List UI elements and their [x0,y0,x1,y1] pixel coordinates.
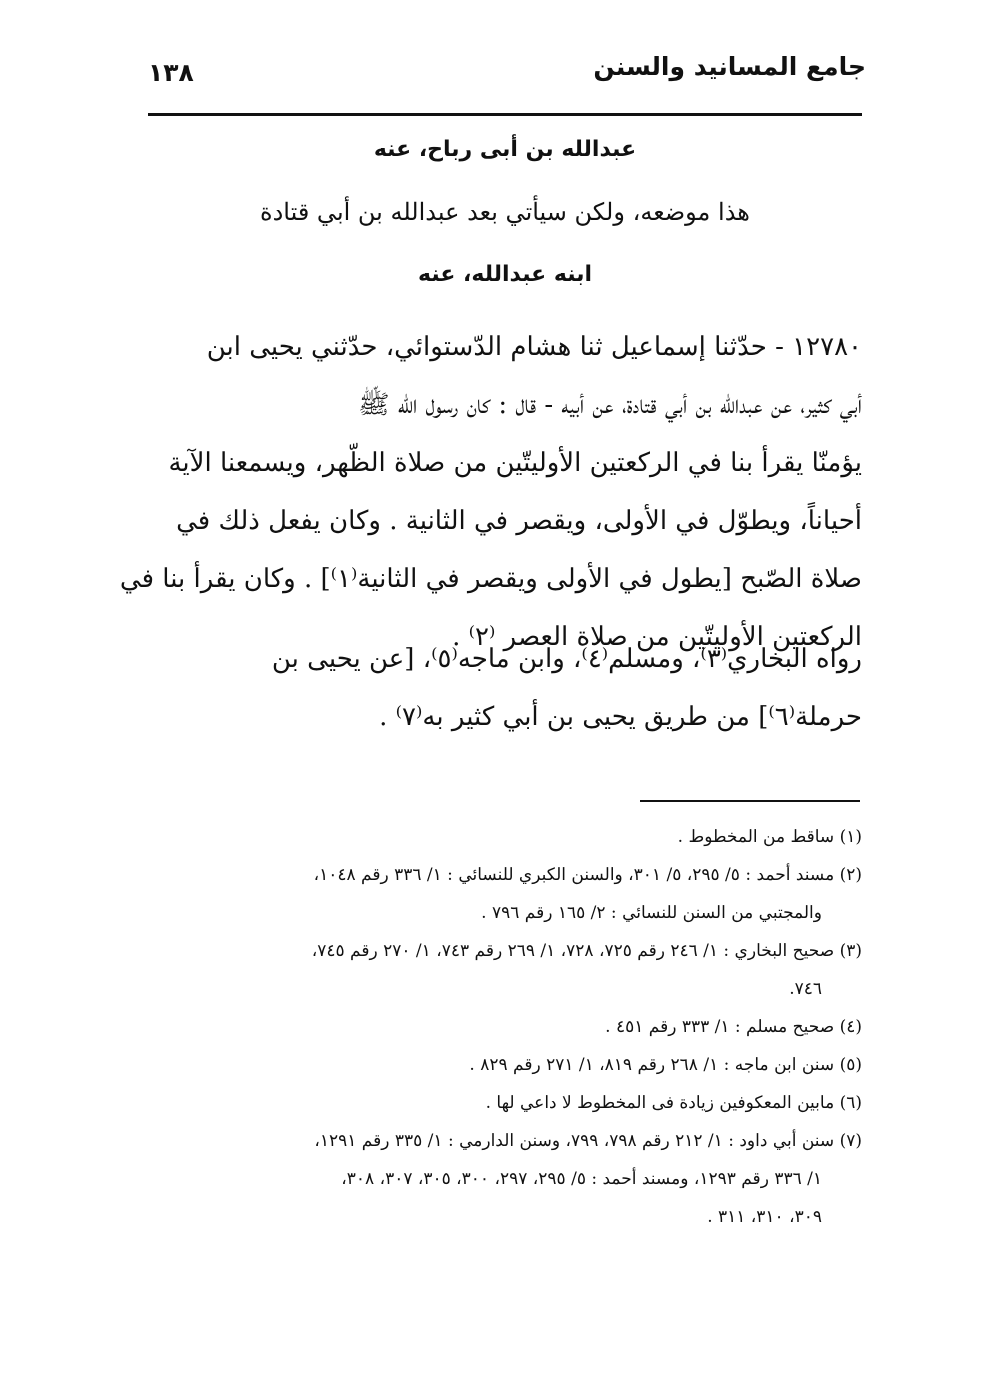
hadith-text [119,318,862,666]
section-note: هذا موضعه، ولكن سيأتي بعد عبدالله بن أبي قتادة [260,198,750,226]
footnote-7-cont: ١/ ٣٣٦ رقم ١٢٩٣، ومسند أحمد : ٥/ ٢٩٥، ٢٩٧، ٣٠٠، ٣٠٥، ٣٠٧، ٣٠٨، [341,1169,822,1189]
footnote-7-cont: ٣٠٩، ٣١٠، ٣١١ . [707,1207,822,1227]
footnote-7: (٧) سنن أبي داود : ١/ ٢١٢ رقم ٧٩٨، ٧٩٩، وسنن الدارمي : ١/ ٣٣٥ رقم ١٢٩١، [314,1131,862,1151]
footnote-3: (٣) صحيح البخاري : ١/ ٢٤٦ رقم ٧٢٥، ٧٢٨، ١/ ٢٦٩ رقم ٧٤٣، ١/ ٢٧٠ رقم ٧٤٥، [311,941,862,961]
footnote-5: (٥) سنن ابن ماجه : ١/ ٢٦٨ رقم ٨١٩، ١/ ٢٧١ رقم ٨٢٩ . [469,1055,862,1075]
footnote-6: (٦) مابين المعكوفين زيادة فى المخطوط لا داعي لها . [485,1093,862,1113]
header-rule [148,113,862,116]
hadith-line: أبي كثير، عن عبدالله بن أبي قتادة، عن أبيه - قال : كان رسول الله ﷺ [358,390,862,420]
narration-line: حرملة⁽٦⁾] من طريق يحيى بن أبي كثير به⁽٧⁾ . [379,702,862,732]
footnote-2-cont: والمجتبي من السنن للنسائي : ٢/ ١٦٥ رقم ٧٩٦ . [481,903,822,923]
narration-text [148,630,862,746]
hadith-line: أحياناً، ويطوّل في الأولى، ويقصر في الثانية . وكان يفعل ذلك في [176,506,862,536]
running-title: جامع المسانيد والسنن [593,52,866,81]
hadith-line: الركعتين الأوليتّين من صلاة العصر ⁽٢⁾ . [452,622,862,652]
footnote-separator [640,800,860,802]
footnote-4: (٤) صحيح مسلم : ١/ ٣٣٣ رقم ٤٥١ . [605,1017,862,1037]
hadith-line: ١٢٧٨٠ - حدّثنا إسماعيل ثنا هشام الدّستوائي، حدّثني يحيى ابن [206,332,862,362]
section-subheading: ابنه عبدالله، عنه [418,262,592,287]
narration-line: رواه البخاري⁽٣⁾، ومسلم⁽٤⁾، وابن ماجه⁽٥⁾، [عن يحيى بن [271,644,862,674]
hadith-line: صلاة الصّبح [يطول في الأولى ويقصر في الثانية⁽١⁾] . وكان يقرأ بنا في [119,564,862,594]
hadith-line: يؤمنّا يقرأ بنا في الركعتين الأوليتّين من صلاة الظّهر، ويسمعنا الآية [168,448,862,478]
footnote-2: (٢) مسند أحمد : ٥/ ٢٩٥، ٥/ ٣٠١، والسنن الكبري للنسائي : ١/ ٣٣٦ رقم ١٠٤٨، [313,865,862,885]
footnote-1: (١) ساقط من المخطوط . [677,827,862,847]
section-heading: عبدالله بن أبى رباح، عنه [373,137,637,162]
footnote-3-cont: ٧٤٦. [789,979,822,999]
page-number: ١٣٨ [148,58,194,87]
footnotes [148,818,862,1236]
